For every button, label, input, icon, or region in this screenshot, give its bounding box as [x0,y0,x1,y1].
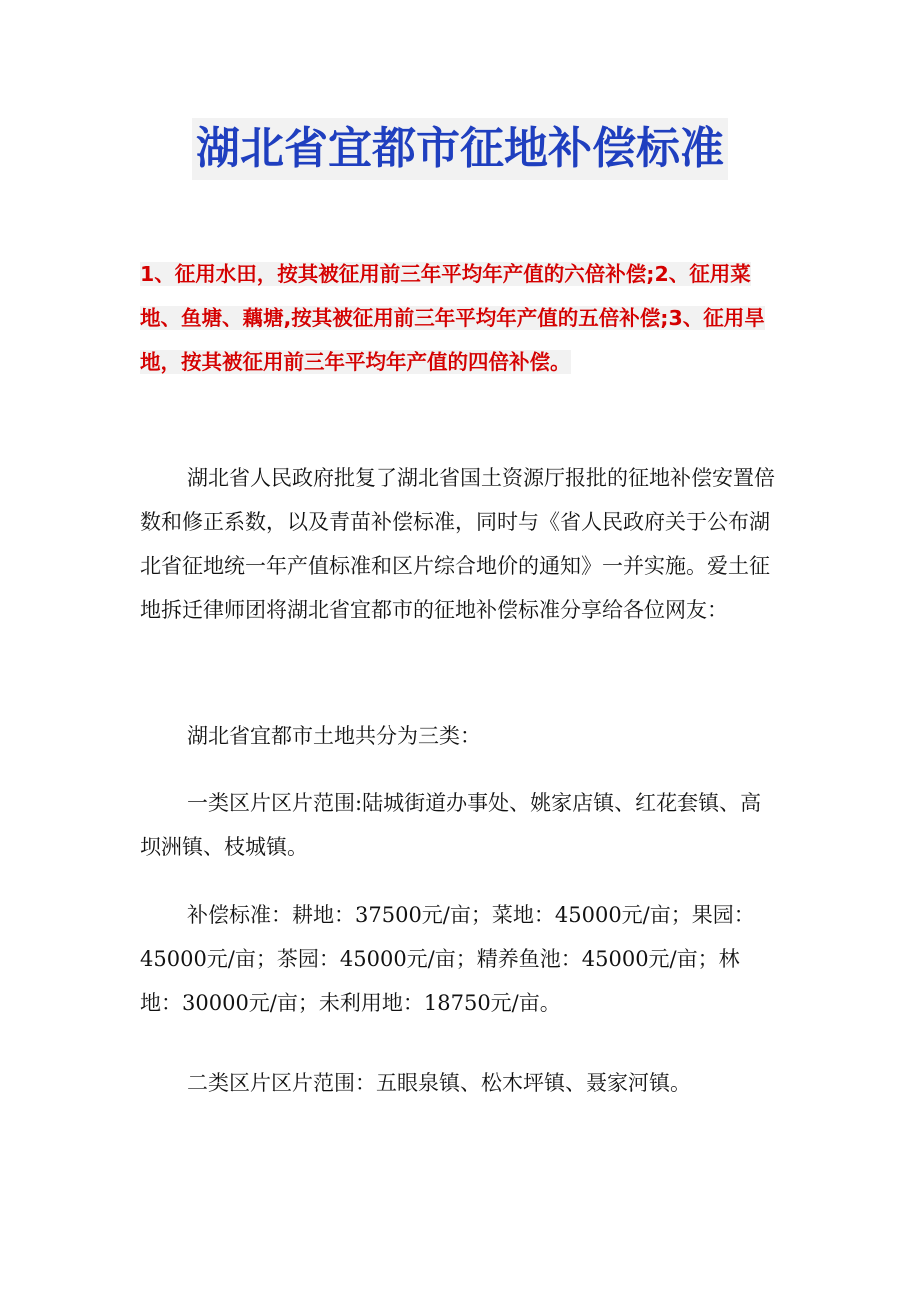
intro-paragraph: 湖北省人民政府批复了湖北省国土资源厅报批的征地补偿安置倍数和修正系数，以及青苗补偿标准，同时与《省人民政府关于公布湖北省征地统一年产值标准和区片综合地价的通知》一并实施。爱土征地拆迁律师团将湖北省宜都市的征地补偿标准分享给各位网友： [140,466,775,622]
document-title: 湖北省宜都市征地补偿标准 [192,118,728,180]
zone1-standard-paragraph: 补偿标准：耕地：37500元/亩；菜地：45000元/亩；果园：45000元/亩；茶园：45000元/亩；精养鱼池：45000元/亩；林地：30000元/亩；未利用地：18750元/亩。 [140,903,755,1015]
zone2-scope-paragraph: 二类区片区片范围：五眼泉镇、松木坪镇、聂家河镇。 [187,1071,691,1095]
highlight-text: 1、征用水田，按其被征用前三年平均年产值的六倍补偿;2、征用菜地、鱼塘、藕塘,按其被征用前三年平均年产值的五倍补偿;3、征用旱地，按其被征用前三年平均年产值的四倍补偿。 [140,262,765,374]
highlight-paragraph [140,252,780,384]
categories-paragraph: 湖北省宜都市土地共分为三类： [187,724,481,748]
zone1-scope-paragraph: 一类区片区片范围:陆城街道办事处、姚家店镇、红花套镇、高坝洲镇、枝城镇。 [140,791,762,859]
title-container [0,118,920,180]
